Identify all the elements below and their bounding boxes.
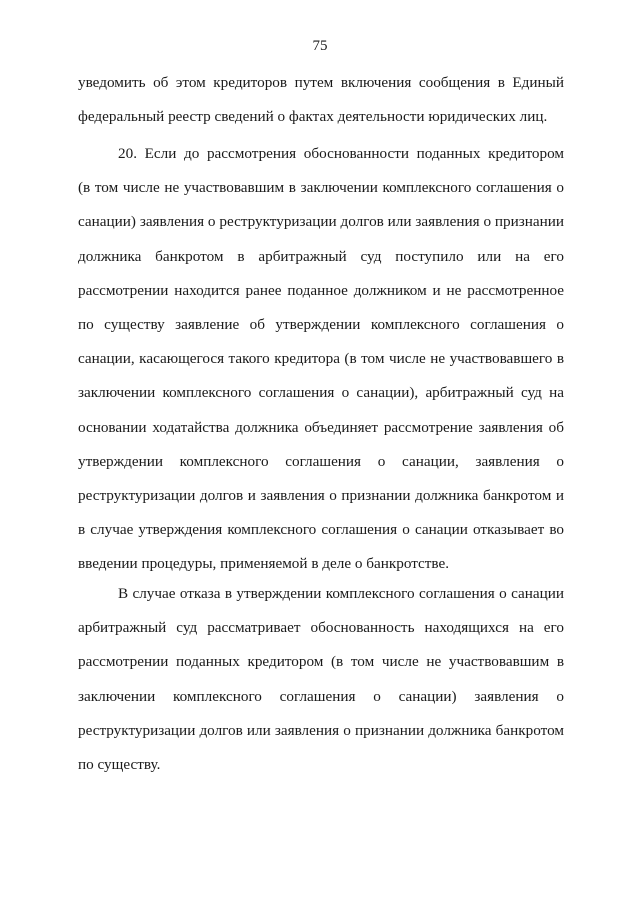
text-line: по существу. [78,755,161,773]
paragraph-3 [78,584,564,789]
text-line: по существу заявление об утверждении комплексного соглашения о [78,315,564,333]
text-line: рассмотрении поданных кредитором (в том числе не участвовавшим в [78,653,564,671]
text-line: заключении комплексного соглашения о санации), арбитражный суд на [78,384,564,402]
text-line: санации, касающегося такого кредитора (в том числе не участвовавшего в [78,350,564,368]
text-line: В случае отказа в утверждении комплексного соглашения о санации [118,585,564,602]
text-line: уведомить об этом кредиторов путем включения сообщения в Единый [78,74,564,91]
text-line: в случае утверждения комплексного соглашения о санации отказывает во [78,521,564,539]
paragraph-2 [78,144,564,588]
paragraph-1 [78,73,564,141]
text-line: реструктуризации долгов и заявления о признании должника банкротом и [78,486,564,504]
text-line: 20. Если до рассмотрения обоснованности поданных кредитором [118,145,564,162]
text-line: (в том числе не участвовавшим в заключении комплексного соглашения о [78,179,564,197]
text-line: санации) заявления о реструктуризации долгов или заявления о признании [78,213,564,231]
text-line: должника банкротом в арбитражный суд поступило или на его [78,247,564,265]
text-line: реструктуризации долгов или заявления о признании должника банкротом [78,721,564,739]
text-line: основании ходатайства должника объединяет рассмотрение заявления об [78,418,564,436]
text-line: заключении комплексного соглашения о санации) заявления о [78,687,564,705]
page-number: 75 [312,38,328,54]
text-line: введении процедуры, применяемой в деле о банкротстве. [78,555,450,573]
text-line: рассмотрении находится ранее поданное должником и не рассмотренное [78,281,564,299]
text-line: арбитражный суд рассматривает обоснованность находящихся на его [78,619,564,637]
text-line: федеральный реестр сведений о фактах деятельности юридических лиц. [78,108,548,126]
text-line: утверждении комплексного соглашения о санации, заявления о [78,452,564,470]
